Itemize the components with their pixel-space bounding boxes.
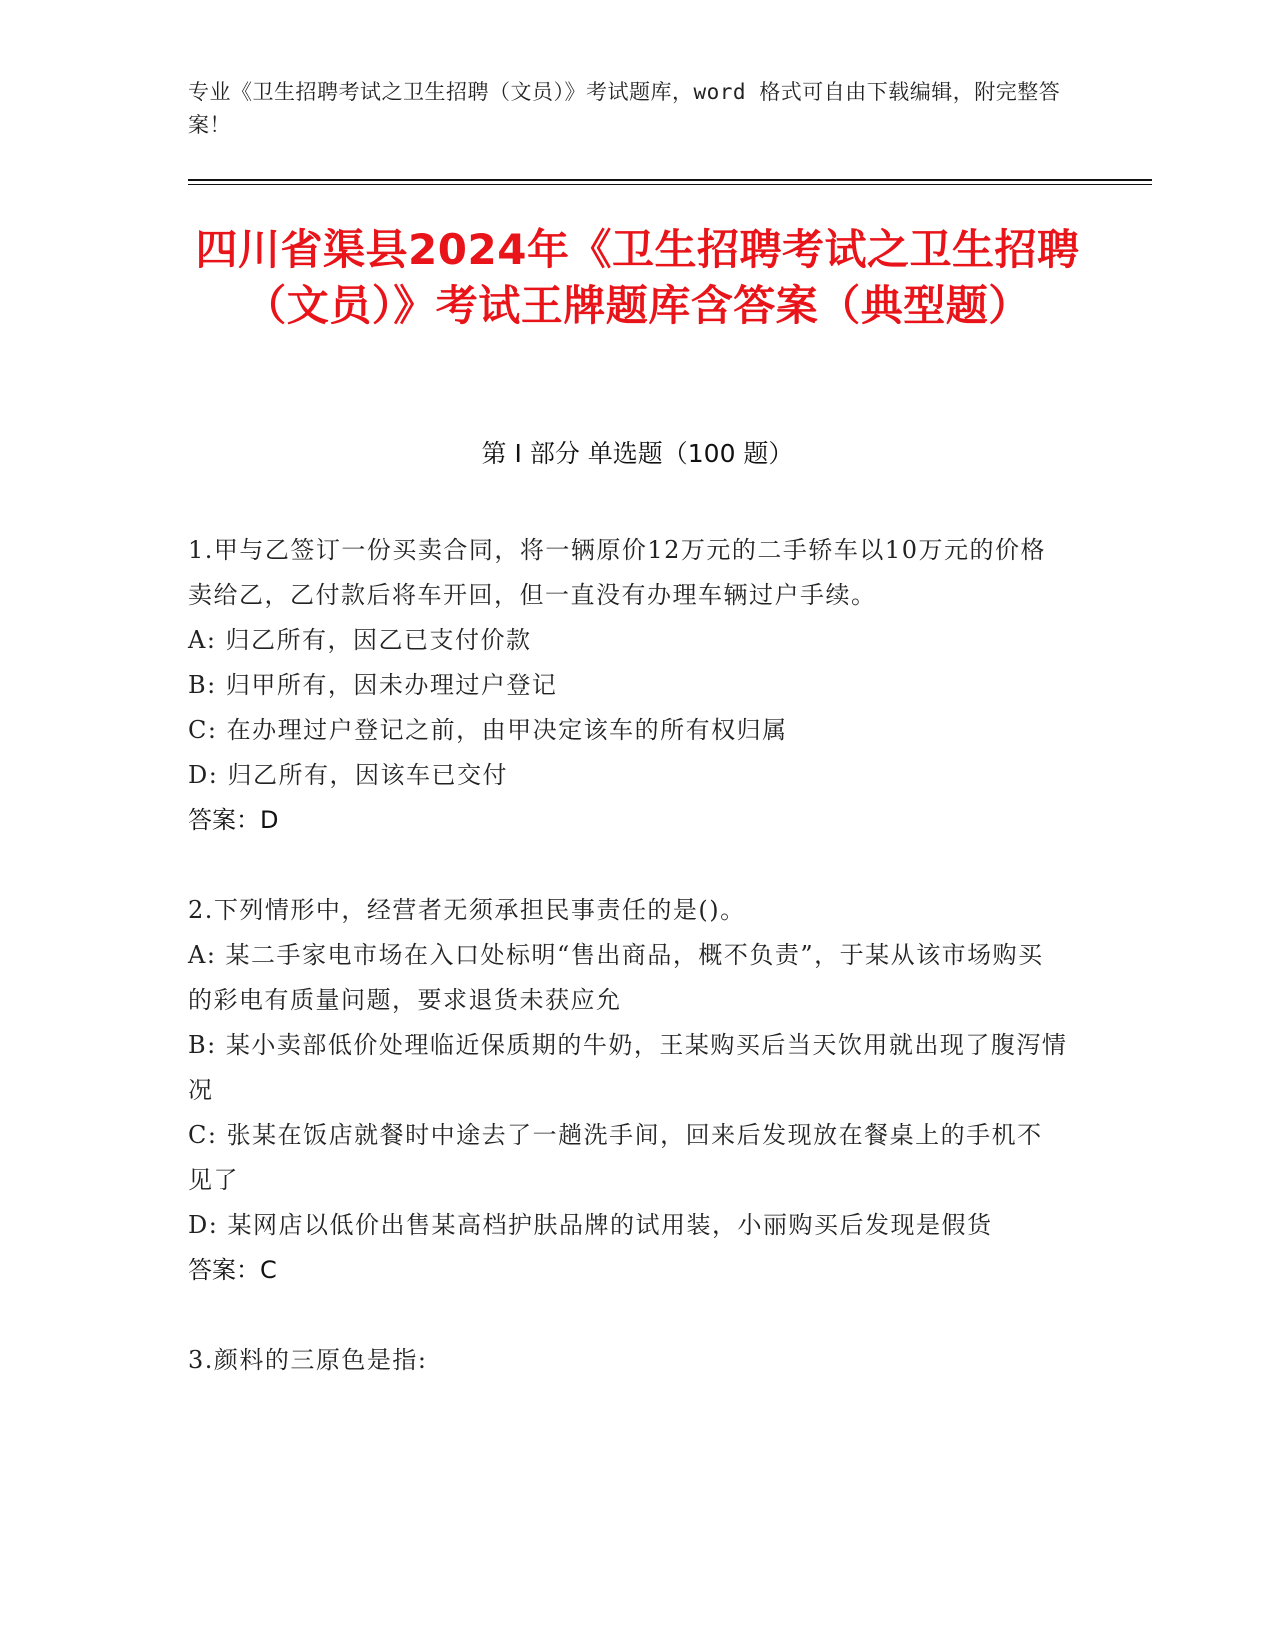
question-stem: 2.下列情形中，经营者无须承担民事责任的是()。: [188, 896, 746, 924]
header-divider-bottom: [188, 184, 1152, 185]
header-note: 专业《卫生招聘考试之卫生招聘（文员）》考试题库，word 格式可自由下载编辑，附完整答案！: [188, 80, 1061, 137]
option-b: B: 某小卖部低价处理临近保质期的牛奶，王某购买后当天饮用就出现了腹泻情况: [188, 1031, 1068, 1104]
option-a: A: 某二手家电市场在入口处标明“售出商品，概不负责”，于某从该市场购买的彩电有质量问题，要求退货未获应允: [188, 941, 1044, 1014]
question-1: [188, 528, 1068, 843]
question-stem: 1.甲与乙签订一份买卖合同，将一辆原价12万元的二手轿车以10万元的价格卖给乙，乙付款后将车开回，但一直没有办理车辆过户手续。: [188, 536, 1046, 609]
option-b: B: 归甲所有，因未办理过户登记: [188, 671, 558, 699]
question-stem: 3.颜料的三原色是指:: [188, 1346, 428, 1374]
document-title: 四川省渠县2024年《卫生招聘考试之卫生招聘（文员）》考试王牌题库含答案（典型题）: [195, 225, 1080, 330]
header-divider-top: [188, 179, 1152, 181]
answer: 答案：C: [188, 1256, 277, 1284]
option-c: C: 张某在饭店就餐时中途去了一趟洗手间，回来后发现放在餐桌上的手机不见了: [188, 1121, 1043, 1194]
question-list: [188, 528, 1068, 1428]
answer: 答案：D: [188, 806, 279, 834]
question-3: [188, 1338, 1068, 1383]
option-a: A: 归乙所有，因乙已支付价款: [188, 626, 532, 654]
option-c: C: 在办理过户登记之前，由甲决定该车的所有权归属: [188, 716, 788, 744]
section-title: 第 I 部分 单选题（100 题）: [481, 439, 794, 468]
option-d: D: 归乙所有，因该车已交付: [188, 761, 508, 789]
question-2: [188, 888, 1068, 1293]
option-d: D: 某网店以低价出售某高档护肤品牌的试用装，小丽购买后发现是假货: [188, 1211, 993, 1239]
